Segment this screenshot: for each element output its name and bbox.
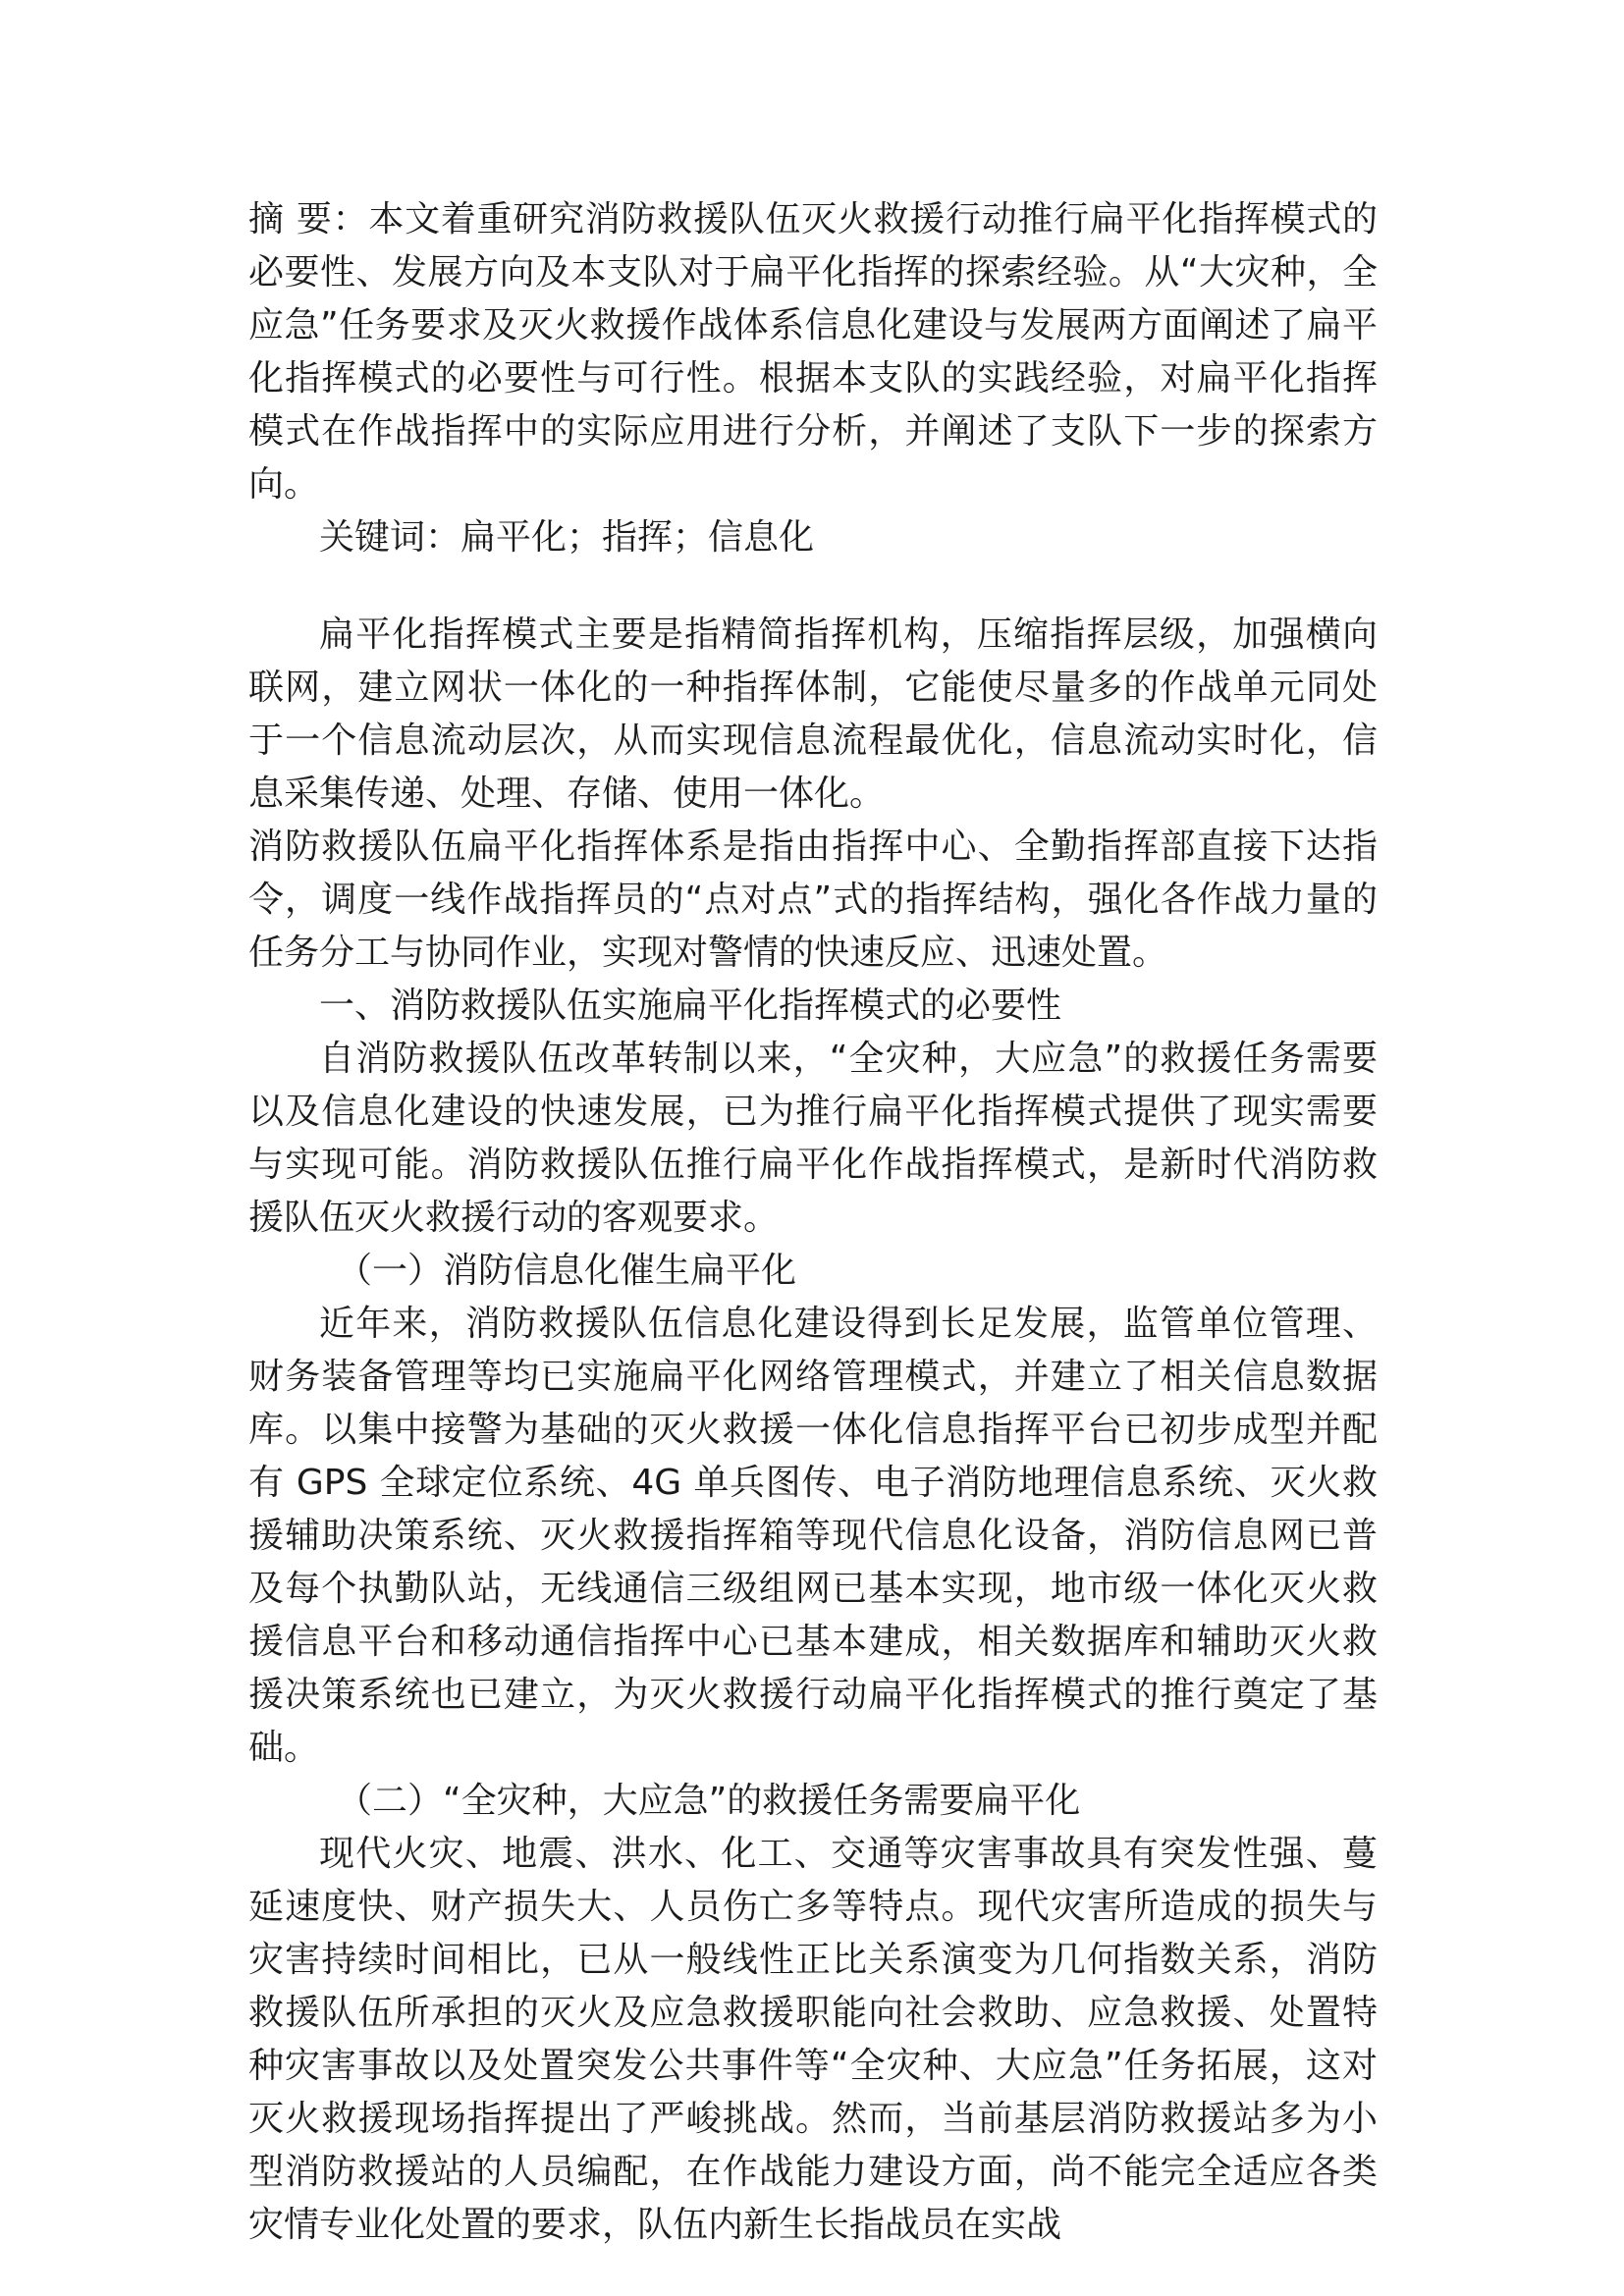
subsection-2-body: 现代火灾、地震、洪水、化工、交通等灾害事故具有突发性强、蔓延速度快、财产损失大、人员伤亡多等特点。现代灾害所造成的损失与灾害持续时间相比，已从一般线性正比关系演变为几何指数关系，消防救援队伍所承担的灭火及应急救援职能向社会救助、应急救援、处置特种灾害事故以及处置突发公共事件等“全灾种、大应急”任务拓展，这对灭火救援现场指挥提出了严峻挑战。然而，当前基层消防救援站多为小型消防救援站的人员编配，在作战能力建设方面，尚不能完全适应各类灾情专业化处置的要求，队伍内新生长指战员在实战 [248, 1834, 1378, 2245]
document-page [248, 193, 1378, 2252]
subsection-2-heading: （二）“全灾种，大应急”的救援任务需要扁平化 [337, 1781, 1081, 1821]
keywords-line: 关键词：扁平化；指挥；信息化 [319, 517, 815, 558]
paragraph-gap [248, 564, 1378, 609]
section-1-heading: 一、消防救援队伍实施扁平化指挥模式的必要性 [319, 986, 1062, 1026]
section-1-body: 自消防救援队伍改革转制以来，“全灾种，大应急”的救援任务需要以及信息化建设的快速发展，已为推行扁平化指挥模式提供了现实需要与实现可能。消防救援队伍推行扁平化作战指挥模式，是新时代消防救援队伍灭火救援行动的客观要求。 [248, 1039, 1378, 1238]
abstract-label: 摘 要： [248, 199, 369, 240]
intro-paragraph-1: 扁平化指挥模式主要是指精简指挥机构，压缩指挥层级，加强横向联网，建立网状一体化的一种指挥体制，它能使尽量多的作战单元同处于一个信息流动层次，从而实现信息流程最优化，信息流动实时化，信息采集传递、处理、存储、使用一体化。 [248, 614, 1378, 814]
subsection-1-body: 近年来，消防救援队伍信息化建设得到长足发展，监管单位管理、财务装备管理等均已实施扁平化网络管理模式，并建立了相关信息数据库。以集中接警为基础的灭火救援一体化信息指挥平台已初步成型并配有 GPS 全球定位系统、4G 单兵图传、电子消防地理信息系统、灭火救援辅助决策系统、灭火救援指挥箱等现代信息化设备，消防信息网已普及每个执勤队站，无线通信三级组网已基本实现，地市级一体化灭火救援信息平台和移动通信指挥中心已基本建成，相关数据库和辅助灭火救援决策系统也已建立，为灭火救援行动扁平化指挥模式的推行奠定了基础。 [248, 1304, 1378, 1768]
subsection-1-heading: （一）消防信息化催生扁平化 [337, 1251, 797, 1291]
abstract-paragraph [248, 193, 1378, 511]
abstract-text: 本文着重研究消防救援队伍灭火救援行动推行扁平化指挥模式的必要性、发展方向及本支队对于扁平化指挥的探索经验。从“大灾种，全应急”任务要求及灭火救援作战体系信息化建设与发展两方面阐述了扁平化指挥模式的必要性与可行性。根据本支队的实践经验，对扁平化指挥模式在作战指挥中的实际应用进行分析，并阐述了支队下一步的探索方向。 [248, 199, 1378, 505]
intro-paragraph-2: 消防救援队伍扁平化指挥体系是指由指挥中心、全勤指挥部直接下达指令，调度一线作战指挥员的“点对点”式的指挥结构，强化各作战力量的任务分工与协同作业，实现对警情的快速反应、迅速处置。 [248, 827, 1378, 973]
